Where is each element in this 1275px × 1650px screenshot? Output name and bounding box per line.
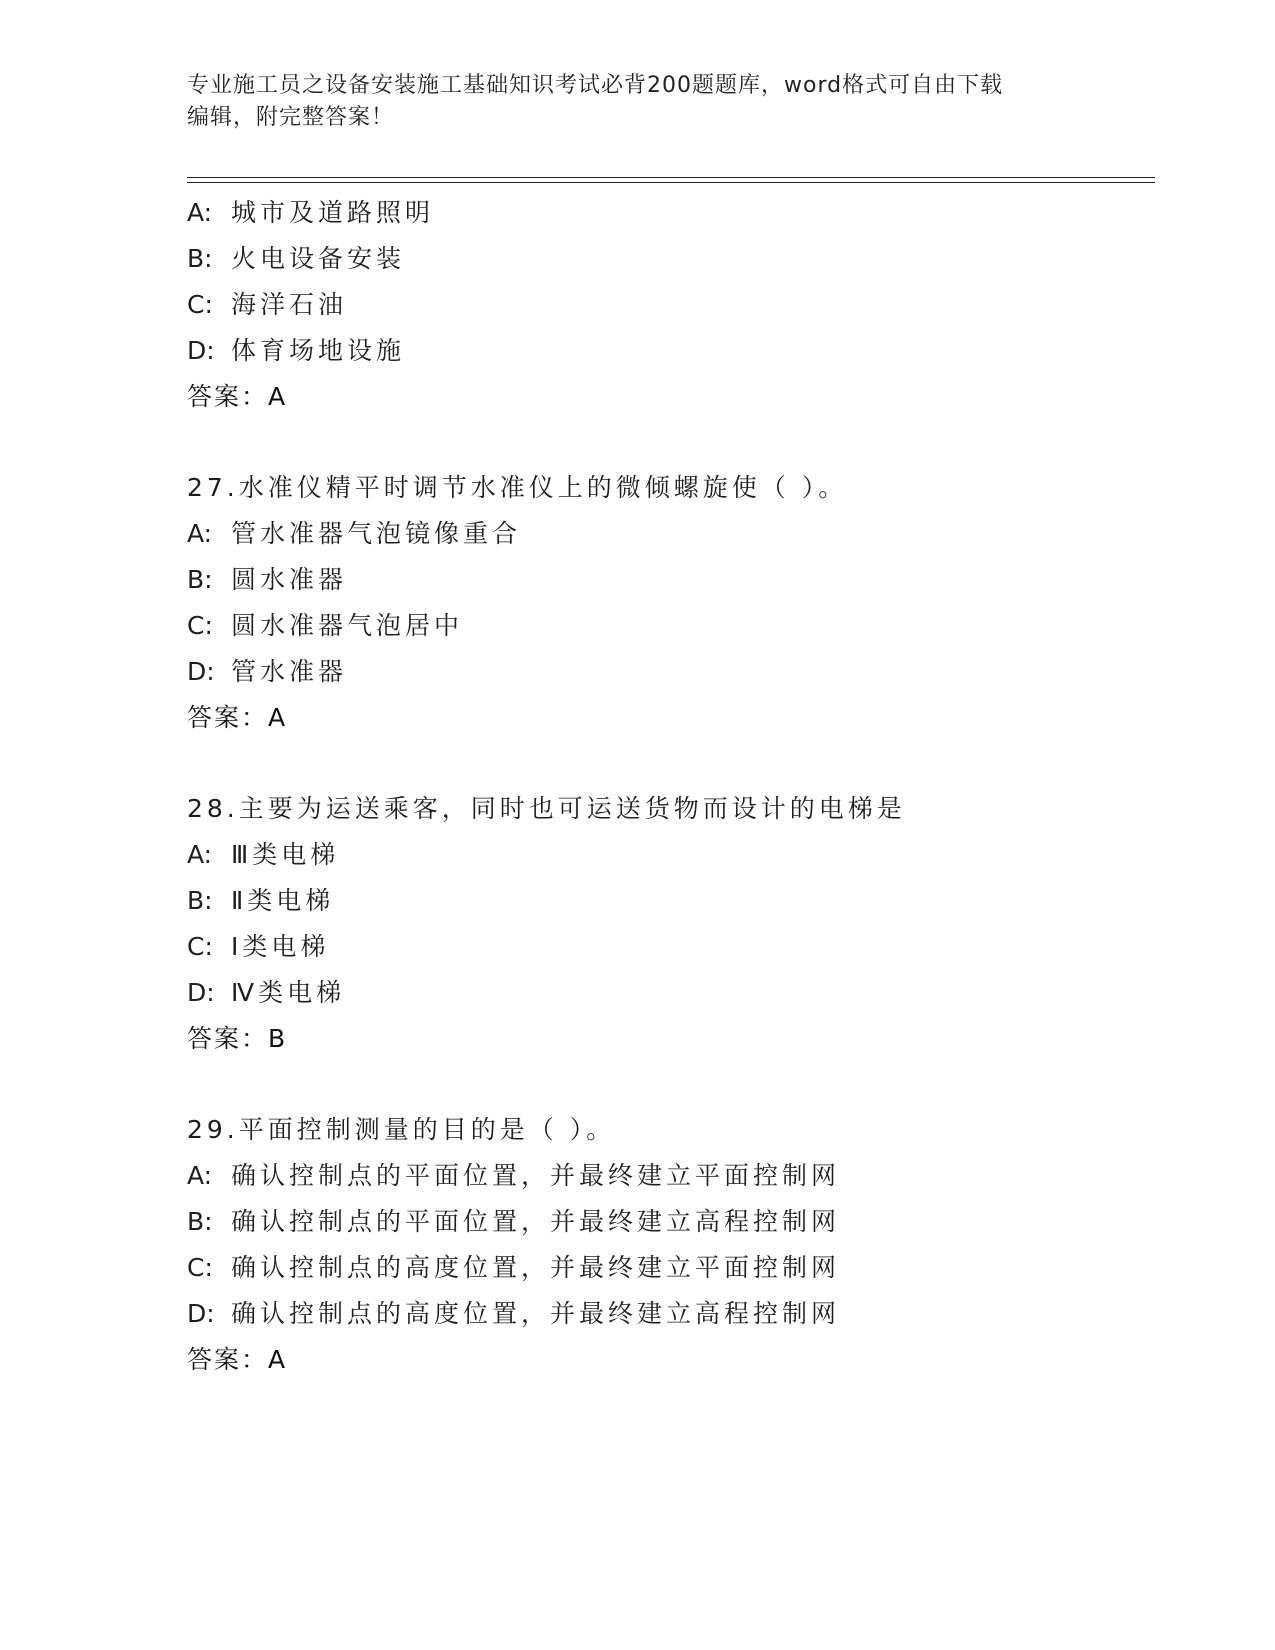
question-block-28 xyxy=(187,786,1155,1062)
option-key: C: xyxy=(187,611,213,640)
header-divider-top xyxy=(187,177,1155,178)
option-key: D: xyxy=(187,978,215,1007)
answer-value: A xyxy=(268,703,286,732)
question-block-27 xyxy=(187,465,1155,741)
answer-line xyxy=(187,695,1155,741)
option-d xyxy=(187,649,1155,695)
option-b xyxy=(187,878,1155,924)
option-a xyxy=(187,832,1155,878)
option-text: 确认控制点的高度位置，并最终建立平面控制网 xyxy=(231,1253,841,1282)
option-key: B: xyxy=(187,565,213,594)
option-text: 管水准器 xyxy=(231,657,348,686)
option-d xyxy=(187,1291,1155,1337)
option-text: 体育场地设施 xyxy=(231,336,406,365)
option-key: B: xyxy=(187,886,213,915)
question-block-26 xyxy=(187,190,1155,420)
option-b xyxy=(187,1199,1155,1245)
spacer xyxy=(187,1062,1155,1107)
option-key: C: xyxy=(187,932,213,961)
header-line-2: 编辑，附完整答案！ xyxy=(187,105,395,130)
option-b xyxy=(187,236,1155,282)
answer-label: 答案： xyxy=(187,382,269,411)
header-line-1: 专业施工员之设备安装施工基础知识考试必背200题题库，word格式可自由下载 xyxy=(187,73,1004,98)
option-key: C: xyxy=(187,1253,213,1282)
question-text: 28.主要为运送乘客，同时也可运送货物而设计的电梯是 xyxy=(187,794,906,823)
option-text: 确认控制点的高度位置，并最终建立高程控制网 xyxy=(231,1299,841,1328)
option-d xyxy=(187,970,1155,1016)
question-text: 27.水准仪精平时调节水准仪上的微倾螺旋使（ ）。 xyxy=(187,473,848,502)
option-key: A: xyxy=(187,519,213,548)
answer-label: 答案： xyxy=(187,1024,269,1053)
option-text: 火电设备安装 xyxy=(231,244,406,273)
option-b xyxy=(187,557,1155,603)
option-a xyxy=(187,1153,1155,1199)
option-text: Ⅳ类电梯 xyxy=(231,978,346,1007)
option-d xyxy=(187,328,1155,374)
spacer xyxy=(187,741,1155,786)
answer-value: A xyxy=(268,382,286,411)
option-c xyxy=(187,924,1155,970)
option-text: 圆水准器气泡居中 xyxy=(231,611,464,640)
spacer xyxy=(187,420,1155,465)
answer-label: 答案： xyxy=(187,703,269,732)
option-key: D: xyxy=(187,336,215,365)
answer-line xyxy=(187,1016,1155,1062)
option-c xyxy=(187,603,1155,649)
option-text: 圆水准器 xyxy=(231,565,348,594)
option-text: Ⅰ类电梯 xyxy=(231,932,330,961)
document-header xyxy=(187,70,1087,134)
question-text: 29.平面控制测量的目的是（ ）。 xyxy=(187,1115,616,1144)
option-key: A: xyxy=(187,1161,213,1190)
option-key: C: xyxy=(187,290,213,319)
answer-value: B xyxy=(268,1024,286,1053)
header-divider-bottom xyxy=(187,182,1155,183)
option-c xyxy=(187,1245,1155,1291)
option-text: 海洋石油 xyxy=(231,290,348,319)
answer-value: A xyxy=(268,1345,286,1374)
option-text: 管水准器气泡镜像重合 xyxy=(231,519,522,548)
option-text: 确认控制点的平面位置，并最终建立平面控制网 xyxy=(231,1161,841,1190)
answer-label: 答案： xyxy=(187,1345,269,1374)
option-text: Ⅲ类电梯 xyxy=(231,840,340,869)
question-block-29 xyxy=(187,1107,1155,1383)
option-text: 确认控制点的平面位置，并最终建立高程控制网 xyxy=(231,1207,841,1236)
option-key: B: xyxy=(187,1207,213,1236)
option-c xyxy=(187,282,1155,328)
option-text: Ⅱ类电梯 xyxy=(231,886,335,915)
question-list xyxy=(187,190,1155,1383)
answer-line xyxy=(187,374,1155,420)
option-a xyxy=(187,511,1155,557)
option-key: B: xyxy=(187,244,213,273)
answer-line xyxy=(187,1337,1155,1383)
option-key: A: xyxy=(187,840,213,869)
option-key: D: xyxy=(187,1299,215,1328)
option-a xyxy=(187,190,1155,236)
option-key: D: xyxy=(187,657,215,686)
option-text: 城市及道路照明 xyxy=(231,198,435,227)
option-key: A: xyxy=(187,198,213,227)
